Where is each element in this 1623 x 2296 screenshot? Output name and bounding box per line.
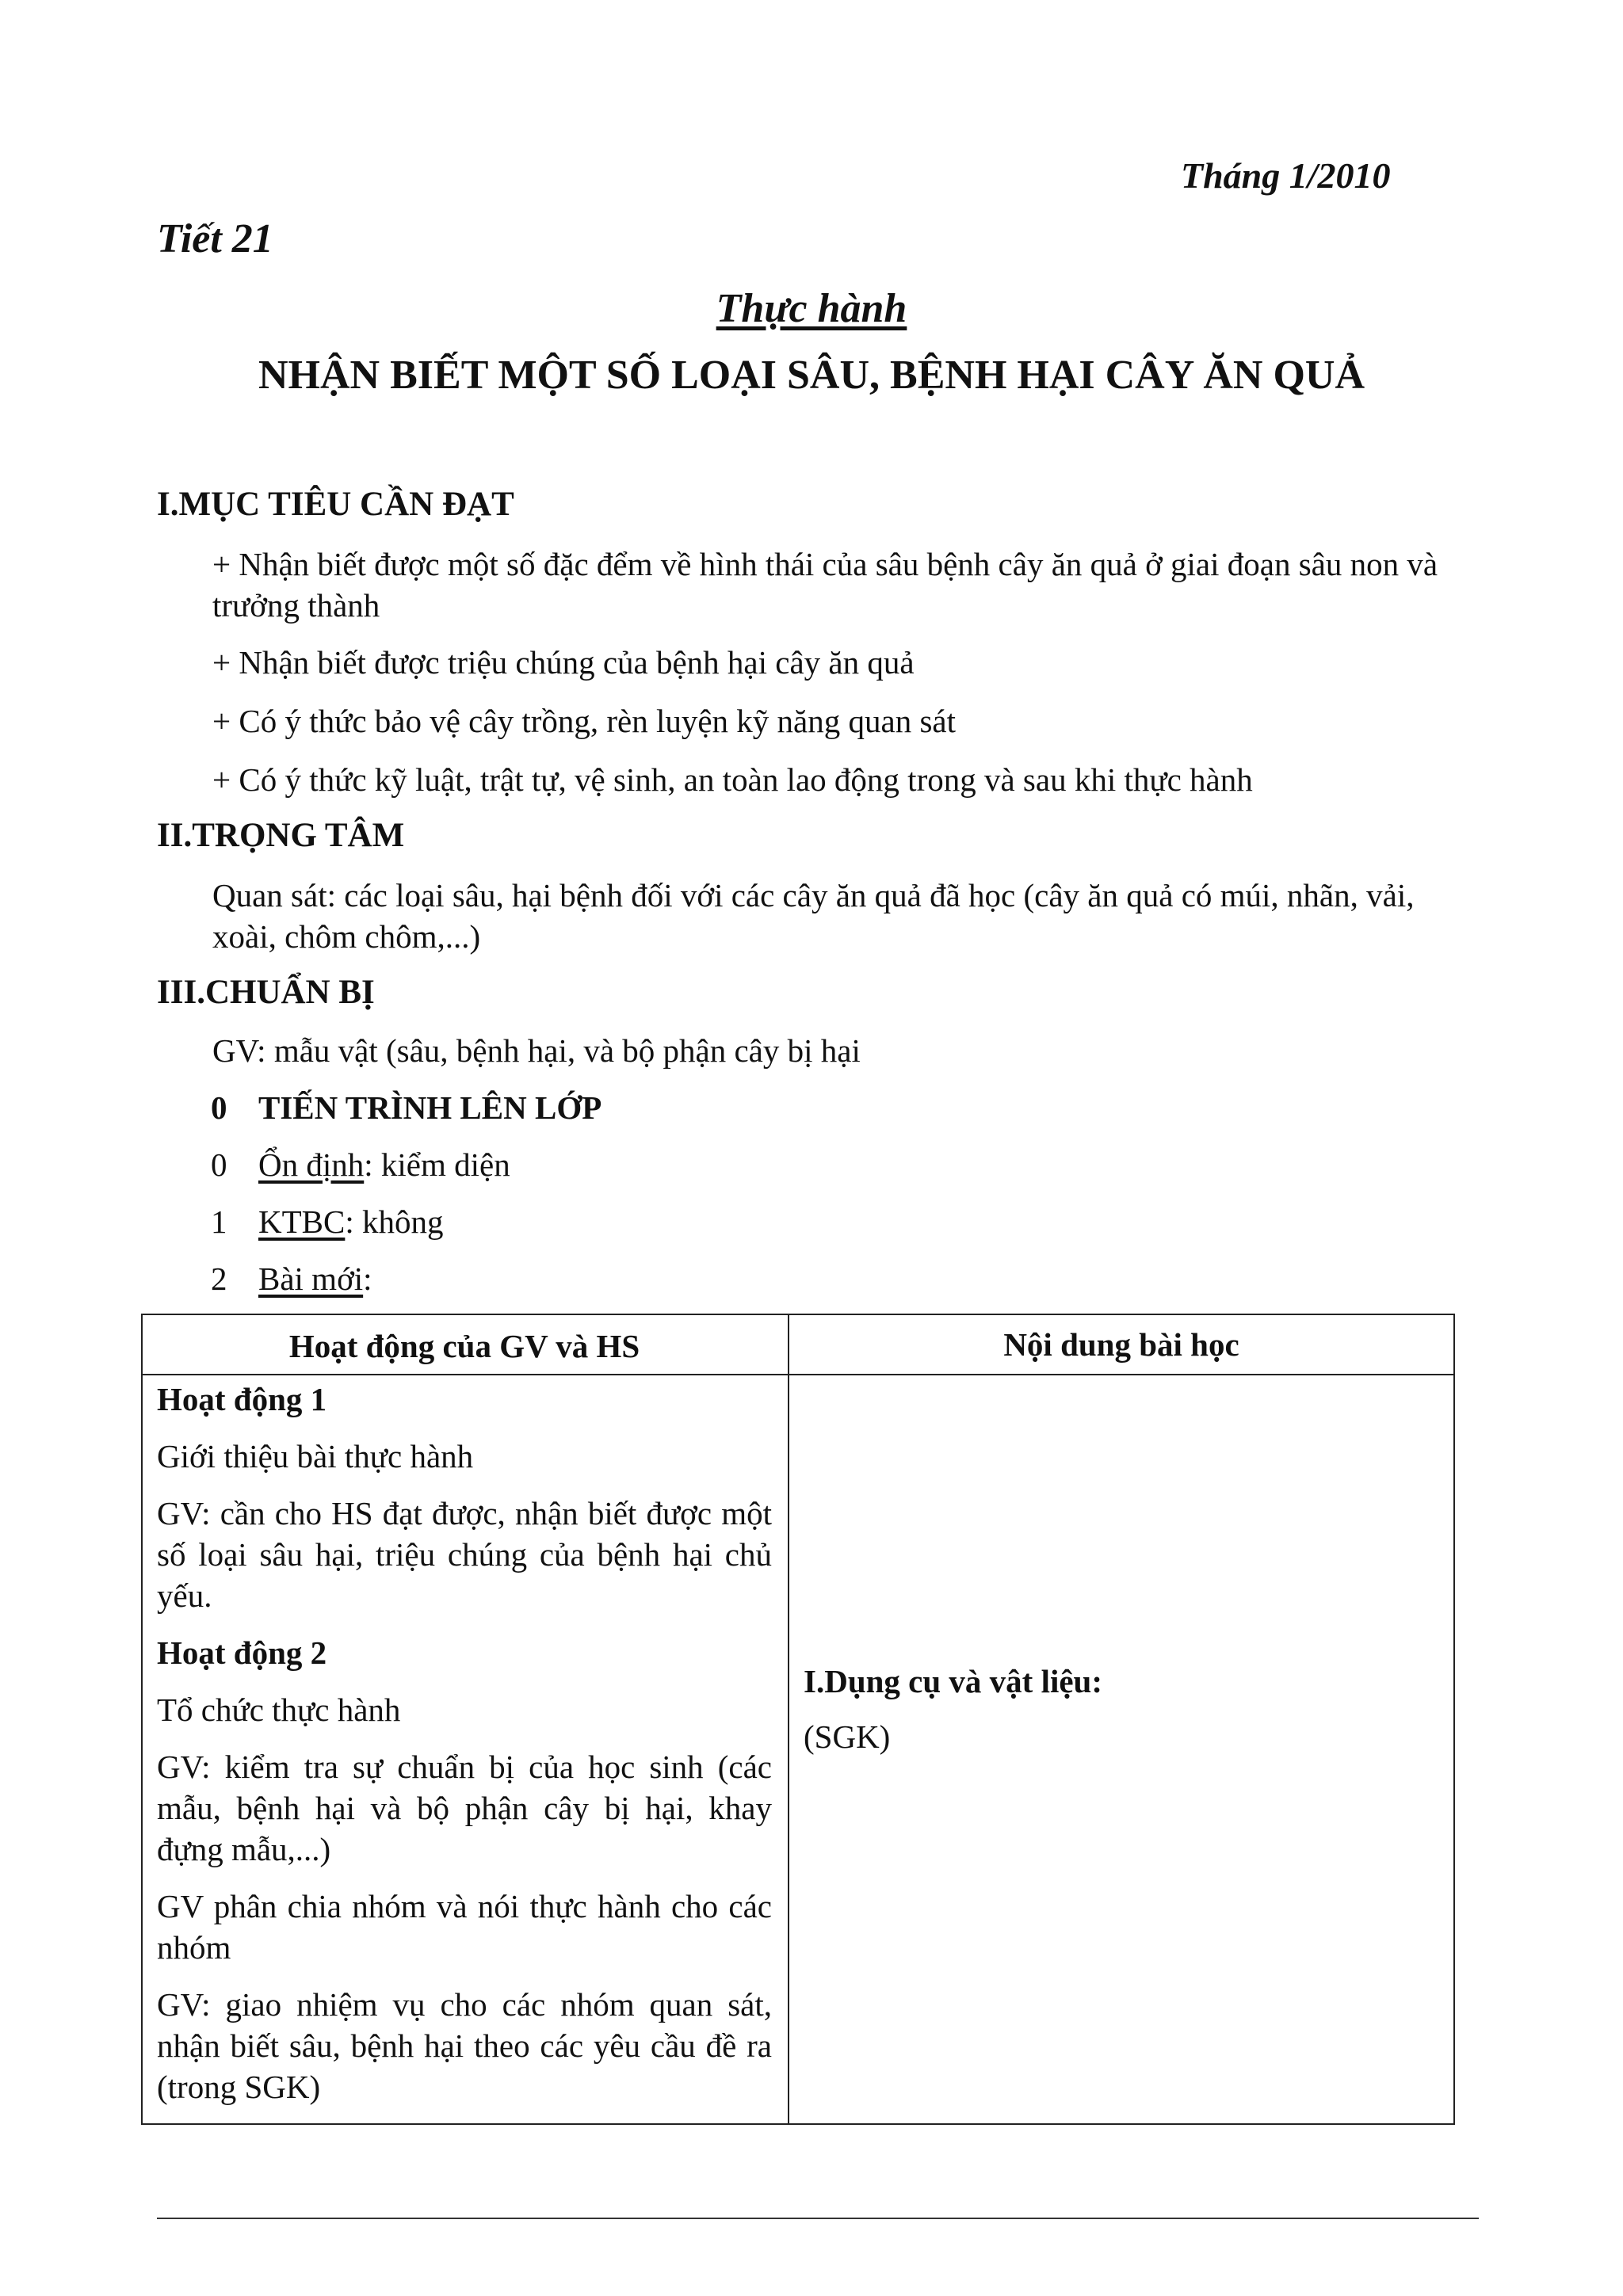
process-number: 0 [211,1089,227,1126]
subtitle-text: Thực hành [716,286,907,331]
focus-text: Quan sát: các loại sâu, hại bệnh đối với các cây ăn quả đã học (cây ăn quả có múi, nhãn, vải, xoài, chôm chôm,...) [212,877,1415,955]
objective-item: + Có ý thức kỹ luật, trật tự, vệ sinh, an toàn lao động trong và sau khi thực hành [212,761,1253,798]
step-label: KTBC [258,1203,346,1240]
content-text: (SGK) [804,1718,891,1755]
activity-2-text: GV phân chia nhóm và nói thực hành cho các nhóm [157,1888,772,1966]
process-heading [211,1087,601,1128]
prep-heading: III.CHUẨN BỊ [157,974,375,1011]
step-label: Ổn định [258,1146,365,1183]
table-row [142,1375,1454,2124]
content-cell [789,1375,1454,2124]
objective-item: + Có ý thức bảo vệ cây trồng, rèn luyện kỹ năng quan sát [212,703,956,739]
activity-1-heading: Hoạt động 1 [157,1381,327,1417]
activity-2-text: GV: kiểm tra sự chuẩn bị của học sinh (các mẫu, bệnh hại và bộ phận cây bị hại, khay đựng mẫu,...) [157,1749,772,1867]
activity-2-heading: Hoạt động 2 [157,1634,327,1671]
step-text: : kiểm diện [364,1146,510,1183]
content-block [804,1661,1102,1772]
content-heading: I.Dụng cụ và vật liệu: [804,1663,1103,1699]
lesson-subtitle [0,285,1623,332]
table-header-row [142,1314,1454,1375]
step-number: 0 [211,1146,227,1183]
activity-1-line: Giới thiệu bài thực hành [157,1438,474,1474]
process-step [211,1144,510,1185]
footer-divider [157,2218,1479,2219]
step-label: Bài mới [258,1261,364,1297]
focus-heading: II.TRỌNG TÂM [157,817,405,854]
header-activities: Hoạt động của GV và HS [142,1314,789,1375]
activities-cell [142,1375,789,2124]
date-label: Tháng 1/2010 [1181,155,1391,196]
lesson-number: Tiết 21 [157,216,273,261]
process-heading-text: TIẾN TRÌNH LÊN LỚP [258,1089,602,1126]
objectives-heading: I.MỤC TIÊU CẦN ĐẠT [157,486,514,523]
prep-text: GV: mẫu vật (sâu, bệnh hại, và bộ phận cây bị hại [212,1032,861,1069]
process-step [211,1258,372,1299]
lesson-table [141,1314,1455,2125]
lesson-title: NHẬN BIẾT MỘT SỐ LOẠI SÂU, BỆNH HẠI CÂY ĂN QUẢ [258,353,1365,398]
activity-2-line: Tổ chức thực hành [157,1691,401,1728]
header-content: Nội dung bài học [789,1314,1454,1375]
activity-2-text: GV: giao nhiệm vụ cho các nhóm quan sát, nhận biết sâu, bệnh hại theo các yêu cầu đề ra (trong SGK) [157,1986,772,2105]
objective-item: + Nhận biết được một số đặc đểm về hình thái của sâu bệnh cây ăn quả ở giai đoạn sâu non và trưởng thành [212,546,1438,624]
step-text: : [363,1261,372,1297]
content-wrapper [804,1375,1438,2123]
process-step [211,1201,444,1242]
step-number: 1 [211,1203,227,1240]
objective-item: + Nhận biết được triệu chúng của bệnh hại cây ăn quả [212,644,915,681]
step-text: : không [345,1203,444,1240]
step-number: 2 [211,1261,227,1297]
activity-1-text: GV: cần cho HS đạt được, nhận biết được một số loại sâu hại, triệu chúng của bệnh hại chủ yếu. [157,1495,772,1614]
